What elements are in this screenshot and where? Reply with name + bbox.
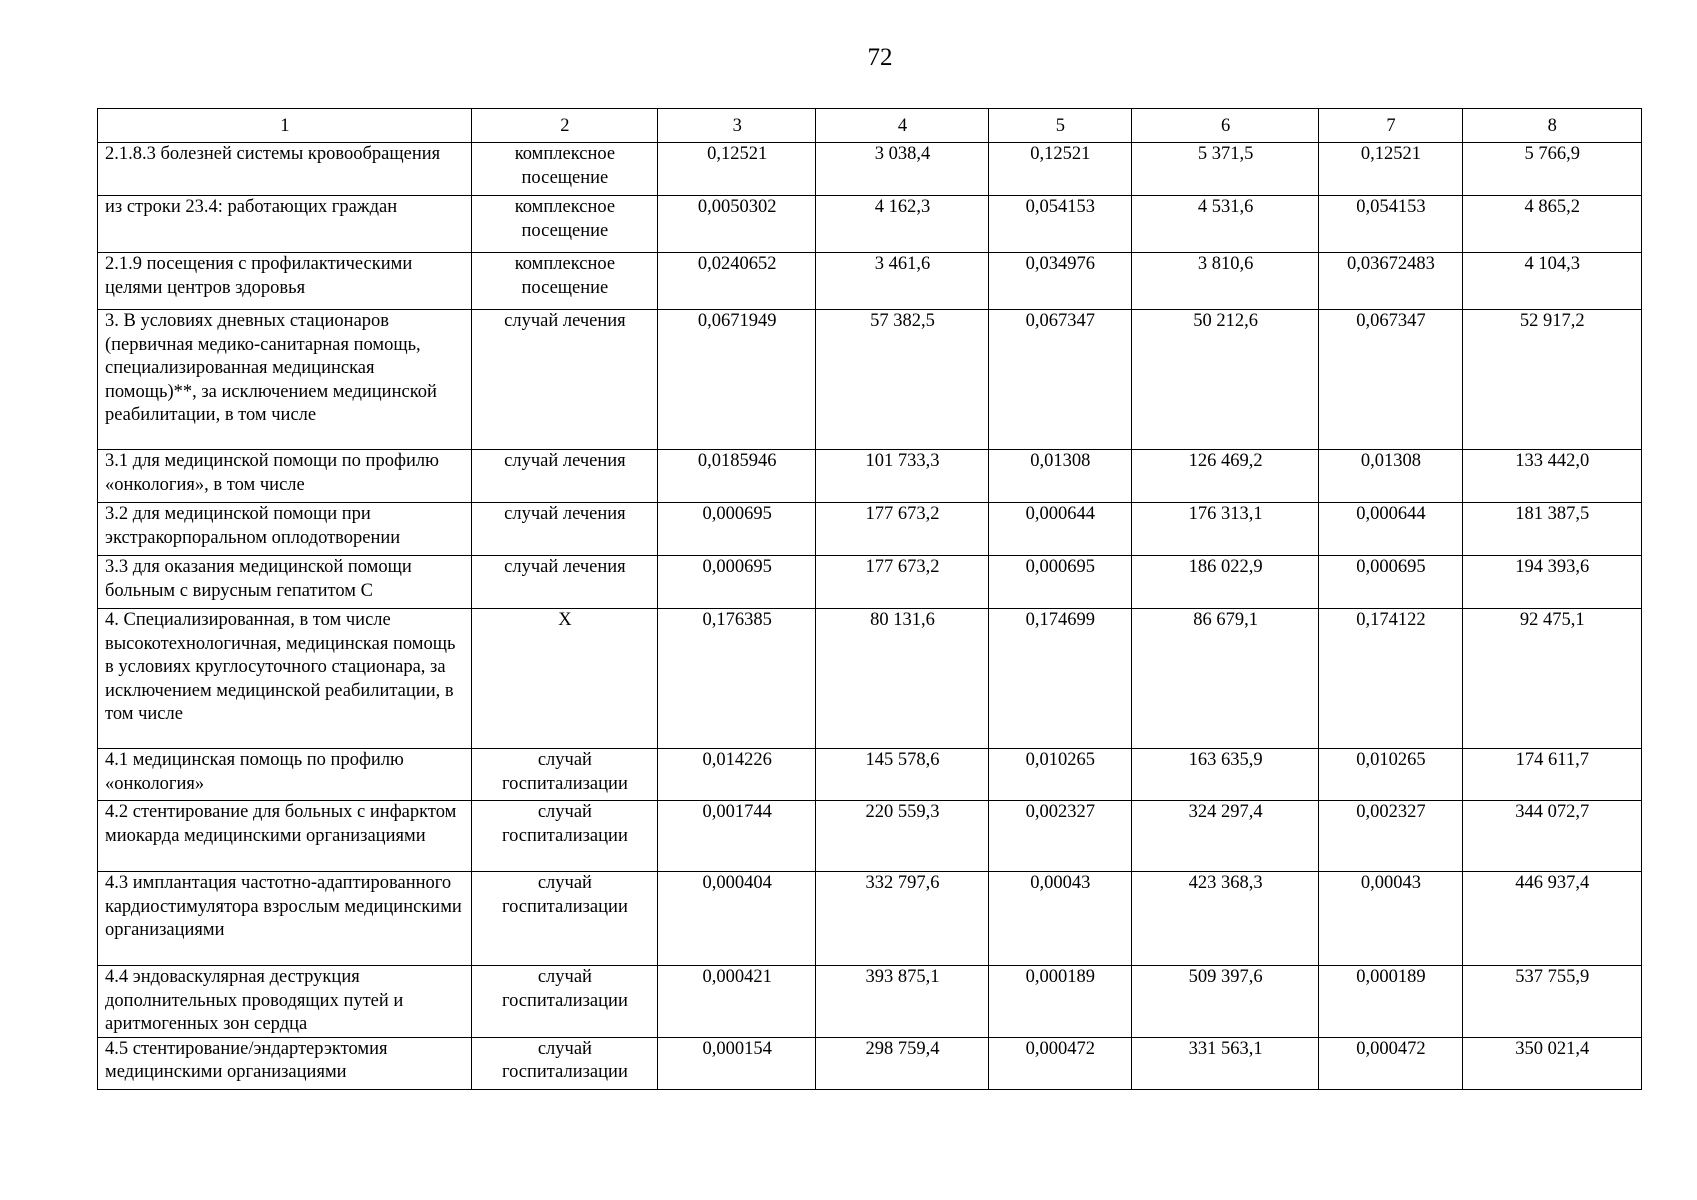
value-cell: 0,014226 xyxy=(658,749,816,801)
value-cell: 0,0671949 xyxy=(658,310,816,450)
table-row xyxy=(98,872,1642,966)
row-name-cell: из строки 23.4: работающих граждан xyxy=(98,196,472,253)
value-cell: 0,000154 xyxy=(658,1037,816,1089)
value-cell: 324 297,4 xyxy=(1131,801,1318,872)
value-cell: 0,000404 xyxy=(658,872,816,966)
value-cell: 163 635,9 xyxy=(1131,749,1318,801)
value-cell: 0,174122 xyxy=(1319,609,1462,749)
value-cell: 0,067347 xyxy=(1319,310,1462,450)
value-cell: 344 072,7 xyxy=(1462,801,1641,872)
value-cell: 0,0240652 xyxy=(658,253,816,310)
value-cell: 3 461,6 xyxy=(816,253,988,310)
value-cell: 0,002327 xyxy=(1319,801,1462,872)
table-row xyxy=(98,310,1642,450)
value-cell: 0,010265 xyxy=(1319,749,1462,801)
column-header: 3 xyxy=(658,109,816,143)
value-cell: 0,12521 xyxy=(658,143,816,196)
value-cell: 5 766,9 xyxy=(1462,143,1641,196)
value-cell: 0,000695 xyxy=(658,556,816,609)
value-cell: 332 797,6 xyxy=(816,872,988,966)
row-name-cell: 3.3 для оказания медицинской помощи больным с вирусным гепатитом С xyxy=(98,556,472,609)
row-name-cell: 4.3 имплантация частотно-адаптированного кардиостимулятора взрослым медицинскими организациями xyxy=(98,872,472,966)
value-cell: 446 937,4 xyxy=(1462,872,1641,966)
value-cell: 0,00043 xyxy=(1319,872,1462,966)
row-name-cell: 4.5 стентирование/эндартерэктомия медицинскими организациями xyxy=(98,1037,472,1089)
table-row xyxy=(98,801,1642,872)
value-cell: 3 038,4 xyxy=(816,143,988,196)
row-name-cell: 2.1.8.3 болезней системы кровообращения xyxy=(98,143,472,196)
value-cell: 0,176385 xyxy=(658,609,816,749)
unit-cell: случай лечения xyxy=(471,450,657,503)
value-cell: 177 673,2 xyxy=(816,556,988,609)
unit-cell: комплексное посещение xyxy=(471,143,657,196)
table-row xyxy=(98,609,1642,749)
value-cell: 181 387,5 xyxy=(1462,503,1641,556)
table-header-row xyxy=(98,109,1642,143)
value-cell: 4 104,3 xyxy=(1462,253,1641,310)
data-table xyxy=(97,108,1642,1090)
unit-cell: случай госпитализации xyxy=(471,801,657,872)
value-cell: 0,000644 xyxy=(1319,503,1462,556)
value-cell: 0,010265 xyxy=(988,749,1131,801)
unit-cell: случай госпитализации xyxy=(471,749,657,801)
value-cell: 0,12521 xyxy=(1319,143,1462,196)
unit-cell: случай лечения xyxy=(471,556,657,609)
value-cell: 0,000695 xyxy=(988,556,1131,609)
value-cell: 0,067347 xyxy=(988,310,1131,450)
column-header: 1 xyxy=(98,109,472,143)
value-cell: 5 371,5 xyxy=(1131,143,1318,196)
value-cell: 298 759,4 xyxy=(816,1037,988,1089)
page-number: 72 xyxy=(867,44,893,71)
value-cell: 0,000421 xyxy=(658,966,816,1038)
row-name-cell: 3.2 для медицинской помощи при экстракорпоральном оплодотворении xyxy=(98,503,472,556)
value-cell: 0,054153 xyxy=(1319,196,1462,253)
unit-cell: комплексное посещение xyxy=(471,196,657,253)
value-cell: 177 673,2 xyxy=(816,503,988,556)
value-cell: 101 733,3 xyxy=(816,450,988,503)
row-name-cell: 3. В условиях дневных стационаров (первичная медико-санитарная помощь, специализированная медицинская помощь)**, за исключением медицинской реабилитации, в том числе xyxy=(98,310,472,450)
value-cell: 220 559,3 xyxy=(816,801,988,872)
value-cell: 0,054153 xyxy=(988,196,1131,253)
value-cell: 57 382,5 xyxy=(816,310,988,450)
value-cell: 350 021,4 xyxy=(1462,1037,1641,1089)
value-cell: 423 368,3 xyxy=(1131,872,1318,966)
column-header: 5 xyxy=(988,109,1131,143)
column-header: 6 xyxy=(1131,109,1318,143)
unit-cell: случай госпитализации xyxy=(471,1037,657,1089)
value-cell: 0,01308 xyxy=(1319,450,1462,503)
row-name-cell: 2.1.9 посещения с профилактическими целями центров здоровья xyxy=(98,253,472,310)
value-cell: 145 578,6 xyxy=(816,749,988,801)
value-cell: 0,03672483 xyxy=(1319,253,1462,310)
value-cell: 0,000644 xyxy=(988,503,1131,556)
value-cell: 3 810,6 xyxy=(1131,253,1318,310)
value-cell: 0,0050302 xyxy=(658,196,816,253)
value-cell: 80 131,6 xyxy=(816,609,988,749)
value-cell: 0,002327 xyxy=(988,801,1131,872)
table-row xyxy=(98,196,1642,253)
value-cell: 0,000472 xyxy=(1319,1037,1462,1089)
value-cell: 186 022,9 xyxy=(1131,556,1318,609)
column-header: 7 xyxy=(1319,109,1462,143)
value-cell: 393 875,1 xyxy=(816,966,988,1038)
value-cell: 174 611,7 xyxy=(1462,749,1641,801)
value-cell: 4 162,3 xyxy=(816,196,988,253)
value-cell: 133 442,0 xyxy=(1462,450,1641,503)
value-cell: 0,000472 xyxy=(988,1037,1131,1089)
value-cell: 331 563,1 xyxy=(1131,1037,1318,1089)
table-row xyxy=(98,253,1642,310)
value-cell: 0,000189 xyxy=(1319,966,1462,1038)
row-name-cell: 4.1 медицинская помощь по профилю «онкология» xyxy=(98,749,472,801)
column-header: 4 xyxy=(816,109,988,143)
unit-cell: случай лечения xyxy=(471,503,657,556)
table-row xyxy=(98,450,1642,503)
table-row xyxy=(98,556,1642,609)
unit-cell: случай госпитализации xyxy=(471,872,657,966)
value-cell: 194 393,6 xyxy=(1462,556,1641,609)
value-cell: 0,01308 xyxy=(988,450,1131,503)
row-name-cell: 4.2 стентирование для больных с инфарктом миокарда медицинскими организациями xyxy=(98,801,472,872)
value-cell: 0,0185946 xyxy=(658,450,816,503)
value-cell: 0,174699 xyxy=(988,609,1131,749)
table-row xyxy=(98,503,1642,556)
value-cell: 0,000695 xyxy=(1319,556,1462,609)
value-cell: 0,000695 xyxy=(658,503,816,556)
value-cell: 92 475,1 xyxy=(1462,609,1641,749)
value-cell: 0,12521 xyxy=(988,143,1131,196)
column-header: 8 xyxy=(1462,109,1641,143)
value-cell: 52 917,2 xyxy=(1462,310,1641,450)
value-cell: 176 313,1 xyxy=(1131,503,1318,556)
value-cell: 0,000189 xyxy=(988,966,1131,1038)
unit-cell: комплексное посещение xyxy=(471,253,657,310)
value-cell: 0,034976 xyxy=(988,253,1131,310)
value-cell: 0,00043 xyxy=(988,872,1131,966)
row-name-cell: 4. Специализированная, в том числе высокотехнологичная, медицинская помощь в условиях круглосуточного стационара, за исключением медицинской реабилитации, в том числе xyxy=(98,609,472,749)
value-cell: 126 469,2 xyxy=(1131,450,1318,503)
table-body xyxy=(98,143,1642,1090)
table-row xyxy=(98,1037,1642,1089)
unit-cell: Х xyxy=(471,609,657,749)
value-cell: 0,001744 xyxy=(658,801,816,872)
table-row xyxy=(98,966,1642,1038)
value-cell: 50 212,6 xyxy=(1131,310,1318,450)
row-name-cell: 3.1 для медицинской помощи по профилю «онкология», в том числе xyxy=(98,450,472,503)
value-cell: 509 397,6 xyxy=(1131,966,1318,1038)
row-name-cell: 4.4 эндоваскулярная деструкция дополнительных проводящих путей и аритмогенных зон сердца xyxy=(98,966,472,1038)
table-row xyxy=(98,143,1642,196)
unit-cell: случай госпитализации xyxy=(471,966,657,1038)
table-row xyxy=(98,749,1642,801)
value-cell: 4 531,6 xyxy=(1131,196,1318,253)
unit-cell: случай лечения xyxy=(471,310,657,450)
value-cell: 86 679,1 xyxy=(1131,609,1318,749)
column-header: 2 xyxy=(471,109,657,143)
value-cell: 4 865,2 xyxy=(1462,196,1641,253)
value-cell: 537 755,9 xyxy=(1462,966,1641,1038)
